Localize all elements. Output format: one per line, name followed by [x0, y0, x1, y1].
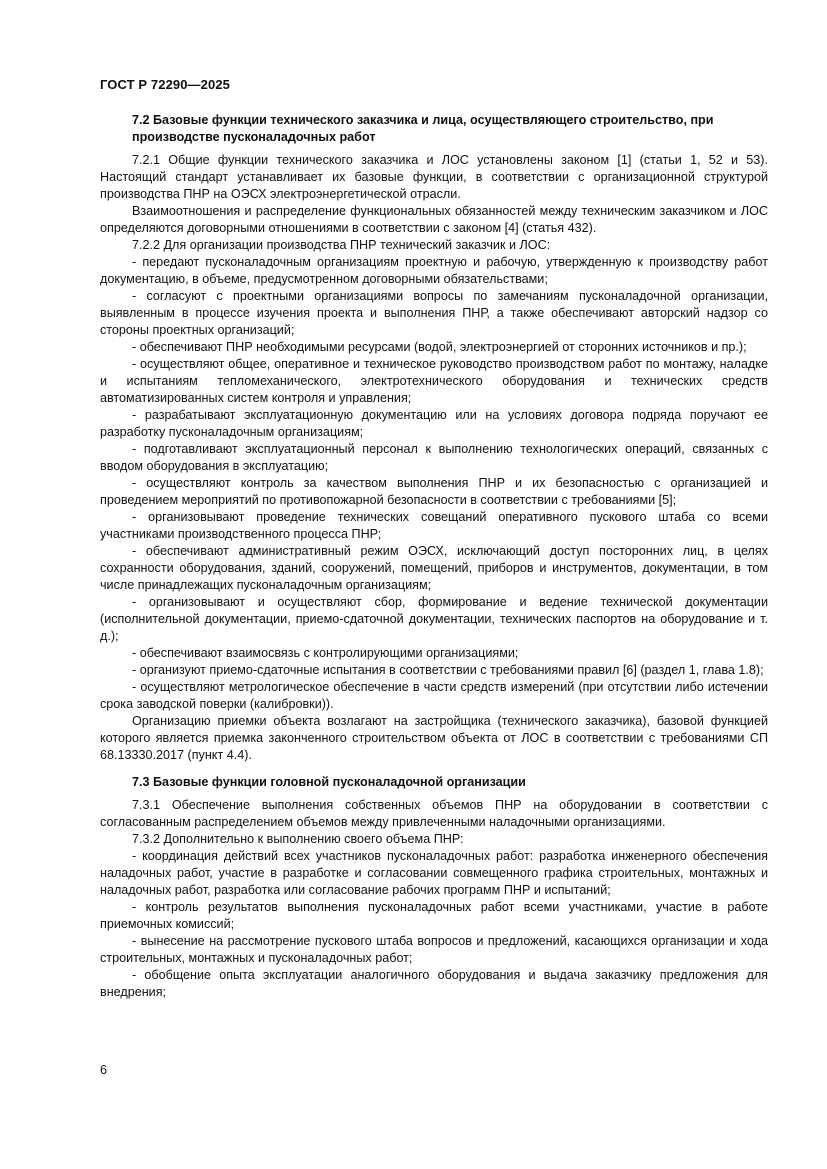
paragraph: 7.2.2 Для организации производства ПНР технический заказчик и ЛОС:	[132, 238, 551, 252]
section-title-7-3: 7.3 Базовые функции головной пусконаладочной организации	[132, 775, 526, 789]
paragraph: - обобщение опыта эксплуатации аналогичного оборудования и выдача заказчику предложения для внедрения;	[100, 968, 768, 999]
paragraph: - осуществляют общее, оперативное и техническое руководство производством работ по монтажу, наладке и испытаниям тепломеханического, электротехнического оборудования и технических средств автоматизированных систем контроля и управления;	[100, 357, 768, 405]
paragraph: - передают пусконаладочным организациям проектную и рабочую, утвержденную к производству работ документацию, в объеме, предусмотренном договорными обязательствами;	[100, 255, 768, 286]
paragraph: - организовывают и осуществляют сбор, формирование и ведение технической документации (исполнительной документации, приемо-сдаточной документации, технических паспортов на оборудование и т. д.);	[100, 595, 768, 643]
paragraph: - осуществляют метрологическое обеспечение в части средств измерений (при отсутствии либо истечении срока заводской поверки (калибровки)).	[100, 680, 768, 711]
page-number: 6	[100, 1063, 108, 1077]
section-7-2-body	[100, 152, 768, 764]
paragraph: - координация действий всех участников пусконаладочных работ: разработка инженерного обеспечения наладочных работ, участие в разработке и согласовании совмещенного графика строительных, монтажных и наладочных работ, разработка или согласование рабочих программ ПНР и испытаний;	[100, 849, 768, 897]
paragraph: - организовывают проведение технических совещаний оперативного пускового штаба со всеми участниками производственного процесса ПНР;	[100, 510, 768, 541]
paragraph: - подготавливают эксплуатационный персонал к выполнению технологических операций, связанных с вводом оборудования в эксплуатацию;	[100, 442, 768, 473]
paragraph: - контроль результатов выполнения пусконаладочных работ всеми участниками, участие в работе приемочных комиссий;	[100, 900, 768, 931]
paragraph: - обеспечивают административный режим ОЭСХ, исключающий доступ посторонних лиц, в целях сохранности оборудования, зданий, сооружений, помещений, приборов и инструментов, документации, в том числе принадлежащих пусконаладочным организациям;	[100, 544, 768, 592]
page-body	[100, 112, 768, 1001]
paragraph: - организуют приемо-сдаточные испытания в соответствии с требованиями правил [6] (раздел 1, глава 1.8);	[132, 663, 764, 677]
paragraph: Взаимоотношения и распределение функциональных обязанностей между техническим заказчиком и ЛОС определяются договорными отношениями в соответствии с законом [4] (статья 432).	[100, 204, 768, 235]
paragraph: - согласуют с проектными организациями вопросы по замечаниям пусконаладочной организации, выявленным в процессе изучения проекта и выполнения ПНР, а также обеспечивают авторский надзор со стороны проектных организаций;	[100, 289, 768, 337]
paragraph: - осуществляют контроль за качеством выполнения ПНР и их безопасностью с организацией и проведением мероприятий по противопожарной безопасности в соответствии с требованиями [5];	[100, 476, 768, 507]
paragraph: 7.2.1 Общие функции технического заказчика и ЛОС установлены законом [1] (статьи 1, 52 и 53). Настоящий стандарт устанавливает их базовые функции, в соответствии с организационной структурой производства ПНР на ОЭСХ электроэнергетической отрасли.	[100, 153, 768, 201]
paragraph: - вынесение на рассмотрение пускового штаба вопросов и предложений, касающихся организации и хода строительных, монтажных и пусконаладочных работ;	[100, 934, 768, 965]
paragraph: - обеспечивают ПНР необходимыми ресурсами (водой, электроэнергией от сторонних источников и пр.);	[132, 340, 747, 354]
paragraph: 7.3.1 Обеспечение выполнения собственных объемов ПНР на оборудовании в соответствии с согласованным распределением объемов между привлеченными наладочными организациями.	[100, 798, 768, 829]
paragraph: - обеспечивают взаимосвязь с контролирующими организациями;	[132, 646, 519, 660]
paragraph: - разрабатывают эксплуатационную документацию или на условиях договора подряда поручают ее разработку пусконаладочным организациям;	[100, 408, 768, 439]
paragraph: 7.3.2 Дополнительно к выполнению своего объема ПНР:	[132, 832, 464, 846]
section-title-7-2: 7.2 Базовые функции технического заказчика и лица, осуществляющего строительство, при производстве пусконаладочных работ	[132, 113, 714, 144]
section-7-3-body	[100, 797, 768, 1001]
paragraph: Организацию приемки объекта возлагают на застройщика (технического заказчика), базовой функцией которого является приемка законченного строительством объекта от ЛОС в соответствии с требованиями СП 68.13330.2017 (пункт 4.4).	[100, 714, 768, 762]
document-header: ГОСТ Р 72290—2025	[100, 77, 230, 92]
